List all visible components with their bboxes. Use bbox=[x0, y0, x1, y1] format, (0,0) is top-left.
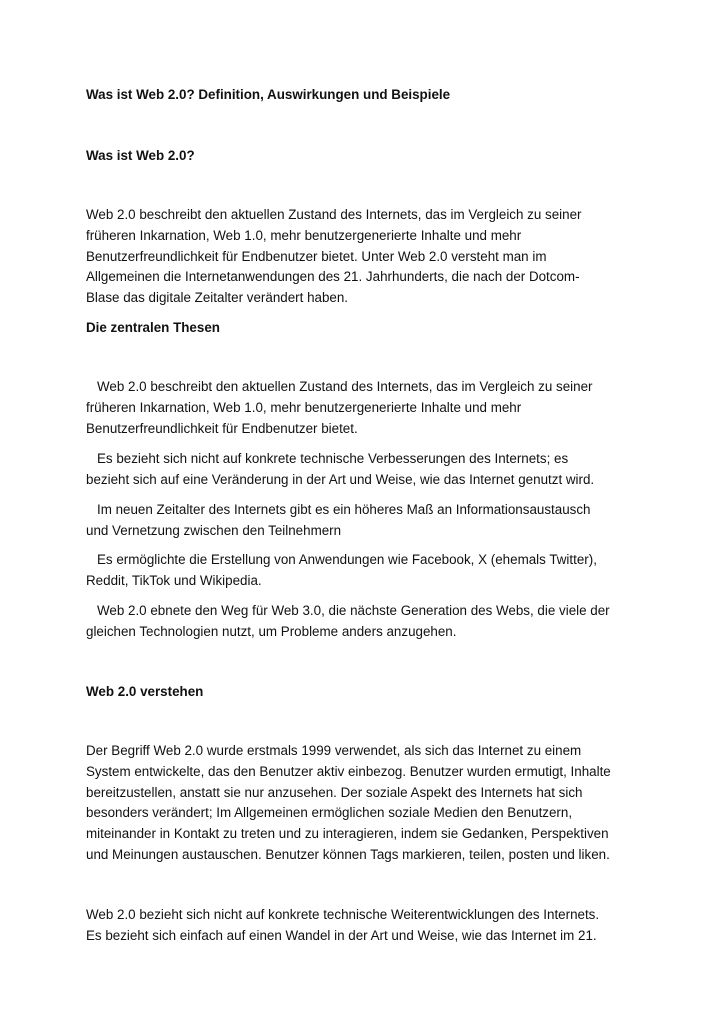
paragraph-line: bereitzustellen, anstatt sie nur anzusehen. Der soziale Aspekt des Internets hat sich bbox=[86, 784, 583, 800]
paragraph-line: und Meinungen austauschen. Benutzer können Tags markieren, teilen, posten und liken. bbox=[86, 846, 610, 862]
paragraph-line: Benutzerfreundlichkeit für Endbenutzer bietet. bbox=[86, 420, 358, 436]
paragraph-line: früheren Inkarnation, Web 1.0, mehr benutzergenerierte Inhalte und mehr bbox=[86, 227, 522, 243]
paragraph-line: Es bezieht sich nicht auf konkrete technische Verbesserungen des Internets; es bbox=[97, 451, 569, 466]
understanding-paragraph bbox=[86, 741, 646, 866]
paragraph-line: Web 2.0 bezieht sich nicht auf konkrete technische Weiterentwicklungen des Internets. bbox=[86, 907, 600, 922]
intro-paragraph bbox=[86, 205, 646, 309]
thesis-item bbox=[86, 500, 646, 542]
paragraph-line: besonders verändert; Im Allgemeinen ermöglichen soziale Medien den Benutzern, bbox=[86, 805, 573, 821]
paragraph-line: Web 2.0 ebnete den Weg für Web 3.0, die nächste Generation des Webs, die viele der bbox=[97, 603, 610, 618]
paragraph-line: Der Begriff Web 2.0 wurde erstmals 1999 verwendet, als sich das Internet zu einem bbox=[86, 743, 582, 758]
paragraph-line: Allgemeinen die Internetanwendungen des 21. Jahrhunderts, die nach der Dotcom- bbox=[86, 269, 580, 285]
paragraph-line: Web 2.0 beschreibt den aktuellen Zustand des Internets, das im Vergleich zu seiner bbox=[97, 379, 593, 394]
paragraph-line: Es ermöglichte die Erstellung von Anwendungen wie Facebook, X (ehemals Twitter), bbox=[97, 552, 597, 567]
paragraph-line: System entwickelte, das den Benutzer aktiv einbezog. Benutzer wurden ermutigt, Inhalte bbox=[86, 763, 611, 779]
paragraph-line: Reddit, TikTok und Wikipedia. bbox=[86, 572, 262, 588]
section-heading-zentrale-thesen: Die zentralen Thesen bbox=[86, 320, 220, 335]
paragraph-line: Benutzerfreundlichkeit für Endbenutzer bietet. Unter Web 2.0 versteht man im bbox=[86, 248, 547, 264]
section-heading-web2-verstehen: Web 2.0 verstehen bbox=[86, 684, 204, 699]
paragraph-line: Es bezieht sich einfach auf einen Wandel in der Art und Weise, wie das Internet im 21. bbox=[86, 927, 597, 943]
paragraph-line: Web 2.0 beschreibt den aktuellen Zustand des Internets, das im Vergleich zu seiner bbox=[86, 207, 582, 222]
thesis-item bbox=[86, 377, 646, 439]
thesis-item bbox=[86, 601, 646, 643]
final-paragraph bbox=[86, 905, 646, 947]
paragraph-line: Blase das digitale Zeitalter verändert haben. bbox=[86, 290, 349, 306]
section-heading-was-ist-web2: Was ist Web 2.0? bbox=[86, 148, 195, 163]
paragraph-line: miteinander in Kontakt zu treten und zu interagieren, indem sie Gedanken, Perspektiven bbox=[86, 826, 609, 842]
paragraph-line: früheren Inkarnation, Web 1.0, mehr benutzergenerierte Inhalte und mehr bbox=[86, 399, 522, 415]
paragraph-line: Im neuen Zeitalter des Internets gibt es ein höheres Maß an Informationsaustausch bbox=[97, 502, 591, 517]
paragraph-line: gleichen Technologien nutzt, um Probleme anders anzugehen. bbox=[86, 623, 457, 639]
paragraph-line: und Vernetzung zwischen den Teilnehmern bbox=[86, 522, 342, 538]
paragraph-line: bezieht sich auf eine Veränderung in der Art und Weise, wie das Internet genutzt wird. bbox=[86, 471, 595, 487]
thesis-item bbox=[86, 449, 646, 491]
thesis-item bbox=[86, 550, 646, 592]
document-title: Was ist Web 2.0? Definition, Auswirkungen und Beispiele bbox=[86, 87, 451, 102]
